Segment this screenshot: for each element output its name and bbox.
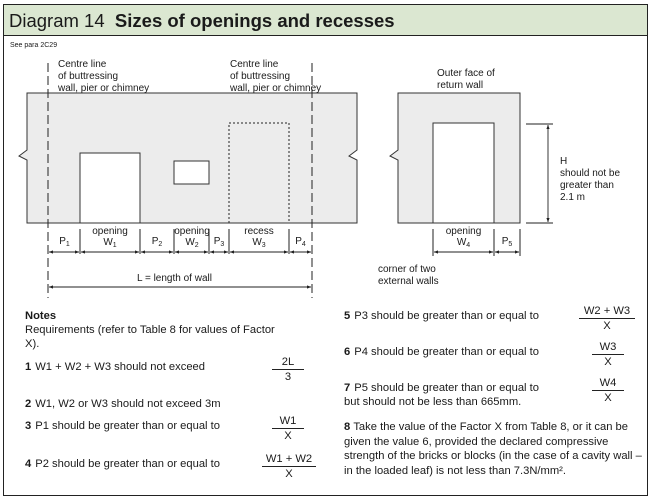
note-3: 3 P1 should be greater than or equal to xyxy=(25,420,220,432)
dim-p5: $P_5$ xyxy=(501,236,513,248)
dim-p4: $P_4$ xyxy=(295,236,306,248)
see-para-reference: See para 2C29 xyxy=(10,42,58,49)
note-5: 5 P3 should be greater than or equal to xyxy=(344,310,539,322)
note-4: 4 P2 should be greater than or equal to xyxy=(25,458,220,470)
dim-p3: $P_3$ xyxy=(213,236,225,248)
opening-w4 xyxy=(433,123,494,223)
notes-heading: Notes xyxy=(25,310,57,322)
opening-w1 xyxy=(80,153,140,223)
note-1: 1 W1 + W2 + W3 should not exceed xyxy=(25,361,205,373)
dim-p1: $P_1$ xyxy=(59,236,70,248)
dim-w4: opening $W_4$ xyxy=(445,226,482,249)
note-5-fraction: $\frac{W2 + W3}{X}$ xyxy=(579,305,635,333)
note-8: 8 Take the value of the Factor X from Table 8, or it can be given the value 6, provided the declared compressive strength of the bricks or blocks (in the case of a cavity wall – in the loaded leaf) is not less than 7.3N/mm². xyxy=(344,421,642,477)
note-3-fraction: $\frac{W1}{X}$ xyxy=(272,415,304,443)
dim-w1: opening $W_1$ xyxy=(92,226,128,249)
diagram-title-text: Sizes of openings and recesses xyxy=(114,10,395,31)
centre-line-left-label: Centre line of buttressing wall, pier or chimney xyxy=(58,59,150,94)
note-7: 7 P5 should be greater than or equal to but should not be less than 665mm. xyxy=(344,382,539,408)
outer-face-label: Outer face of return wall xyxy=(437,68,495,91)
notes-intro-text: Requirements (refer to Table 8 for values of Factor X). xyxy=(25,324,275,350)
dim-w3: recess $W_3$ xyxy=(244,226,274,249)
length-of-wall-label: L = length of wall xyxy=(137,273,212,284)
note-1-fraction: $\frac{2L}{3}$ xyxy=(272,356,304,384)
note-6: 6 P4 should be greater than or equal to xyxy=(344,346,539,358)
height-limit-label: H should not be greater than 2.1 m xyxy=(560,156,621,203)
note-2: 2 W1, W2 or W3 should not exceed 3m xyxy=(25,398,221,410)
note-4-fraction: $\frac{W1 + W2}{X}$ xyxy=(262,453,316,481)
notes-intro xyxy=(25,309,275,351)
corner-label: corner of two external walls xyxy=(378,264,439,287)
dim-p2: $P_2$ xyxy=(151,236,163,248)
main-wall xyxy=(19,93,357,223)
dim-w2: opening $W_2$ xyxy=(174,226,210,249)
centre-line-right-label: Centre line of buttressing wall, pier or chimney xyxy=(230,59,322,94)
diagram-number: Diagram 14 xyxy=(9,10,105,31)
opening-w2 xyxy=(174,161,209,184)
note-7-fraction: $\frac{W4}{X}$ xyxy=(592,377,624,405)
note-6-fraction: $\frac{W3}{X}$ xyxy=(592,341,624,369)
